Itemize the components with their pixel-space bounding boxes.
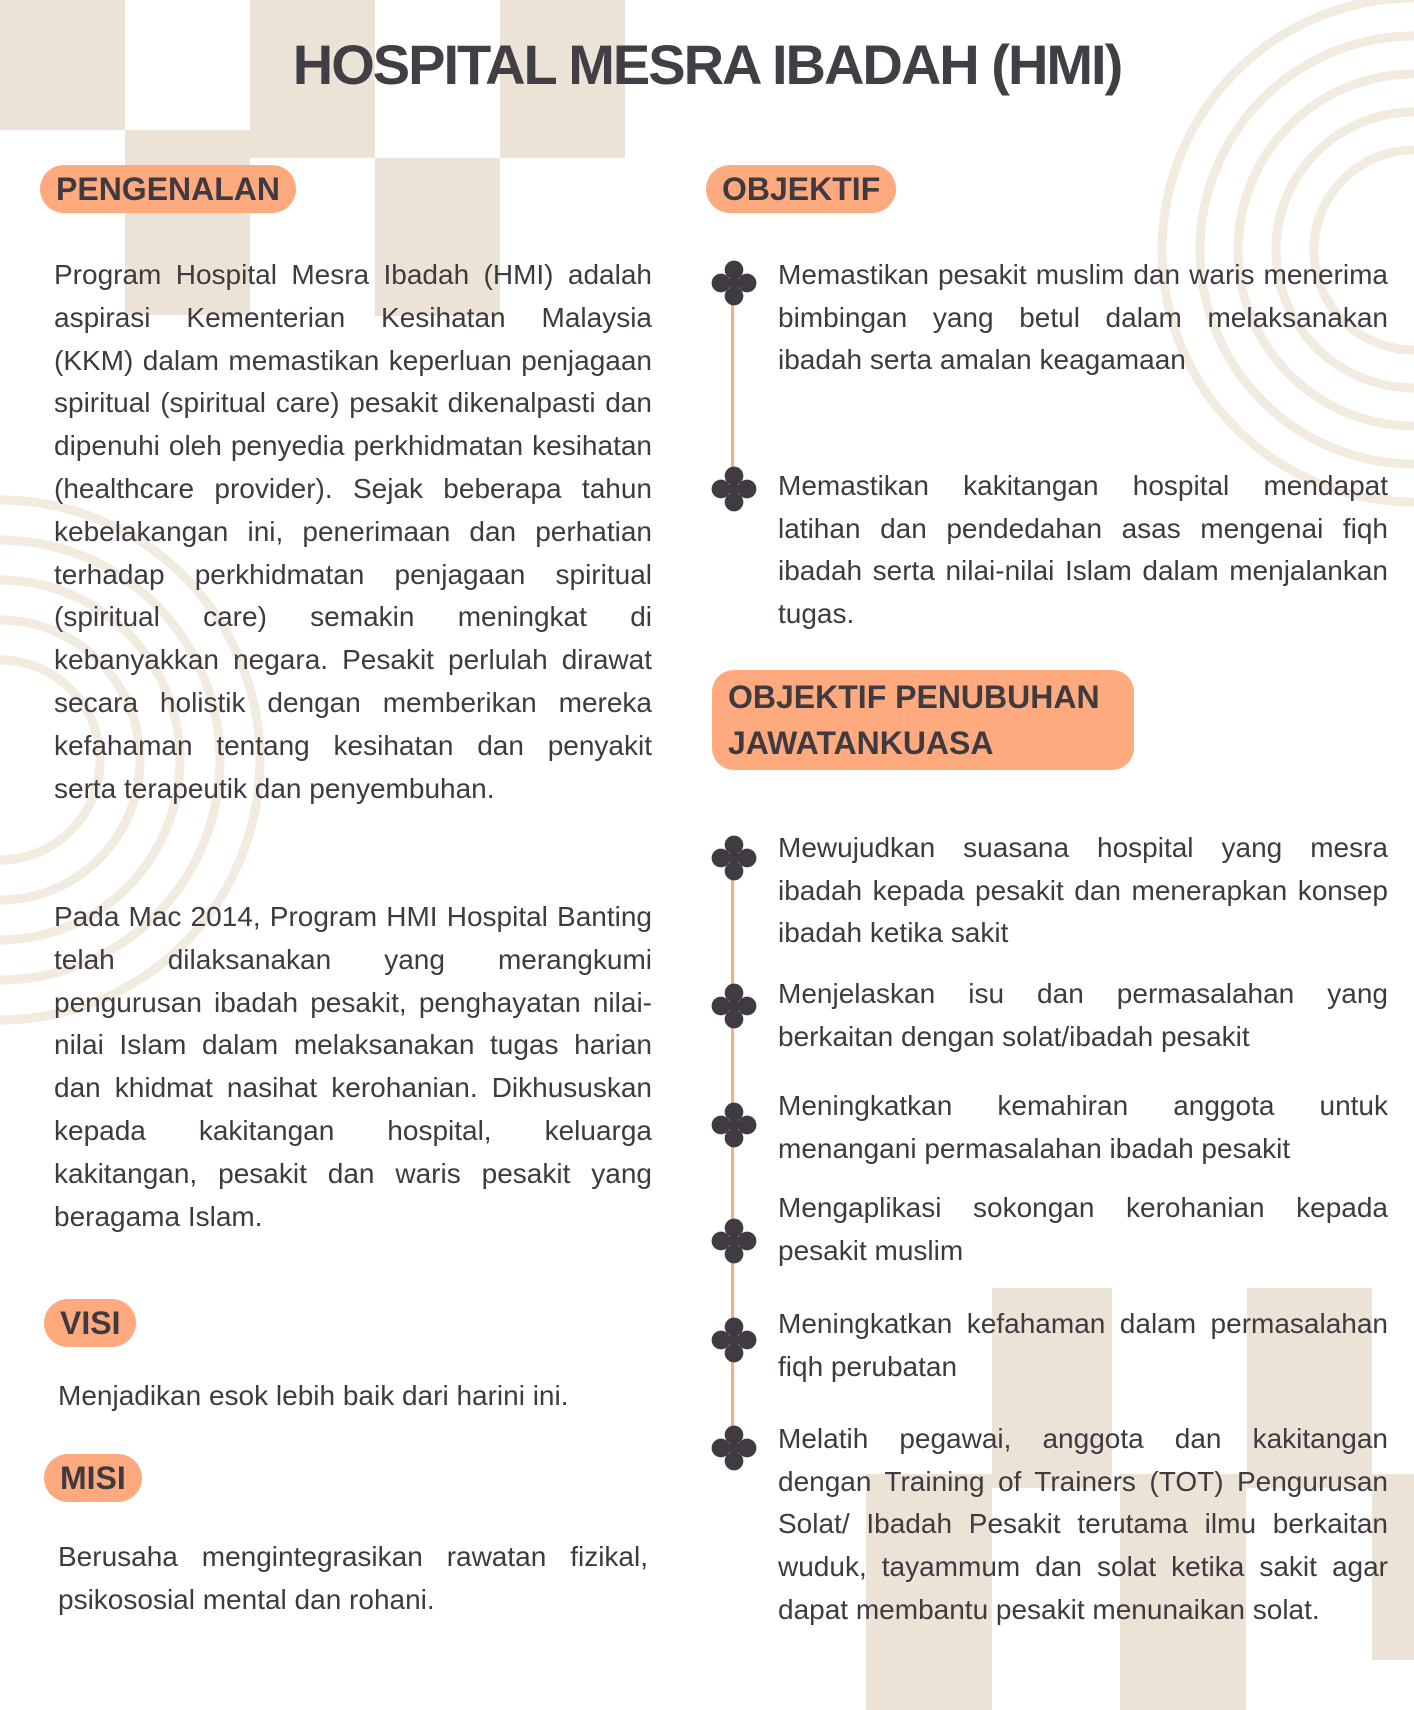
objektif-timeline-line [731, 303, 734, 483]
jawatankuasa-heading-line-2: JAWATANKUASA [728, 725, 994, 761]
page-title: HOSPITAL MESRA IBADAH (HMI) [292, 33, 1122, 96]
jawatankuasa-item-2: Menjelaskan isu dan permasalahan yang berkaitan dengan solat/ibadah pesakit [778, 978, 1388, 1052]
clover-bullet-icon [706, 1213, 762, 1269]
jawatankuasa-item-6: Melatih pegawai, anggota dan kakitangan dengan Training of Trainers (TOT) Pengurusan Solat/ Ibadah Pesakit terutama ilmu berkaitan wuduk, tayammum dan solat ketika sakit agar dapat membantu pesakit menunaikan solat. [778, 1423, 1388, 1625]
pengenalan-heading: PENGENALAN [40, 165, 296, 213]
visi-heading: VISI [44, 1299, 136, 1347]
clover-bullet-icon [706, 978, 762, 1034]
pengenalan-paragraph-1: Program Hospital Mesra Ibadah (HMI) adalah aspirasi Kementerian Kesihatan Malaysia (KKM) dalam memastikan keperluan penjagaan spiritual (spiritual care) pesakit dikenalpasti dan dipenuhi oleh penyedia perkhidmatan kesihatan (healthcare provider). Sejak beberapa tahun kebelakangan ini, penerimaan dan perhatian terhadap perkhidmatan penjagaan spiritual (spiritual care) semakin meningkat di kebanyakkan negara. Pesakit perlulah dirawat secara holistik dengan memberikan mereka kefahaman tentang kesihatan dan penyakit serta terapeutik dan penyembuhan. [54, 259, 652, 804]
misi-text: Berusaha mengintegrasikan rawatan fizikal, psikososial mental dan rohani. [58, 1541, 648, 1615]
jawatankuasa-item-5: Meningkatkan kefahaman dalam permasalahan fiqh perubatan [778, 1308, 1388, 1382]
jawatankuasa-timeline-line [731, 860, 734, 1460]
objektif-heading: OBJEKTIF [706, 165, 896, 213]
objektif-item-1: Memastikan pesakit muslim dan waris menerima bimbingan yang betul dalam melaksanakan ibadah serta amalan keagamaan [778, 259, 1388, 376]
jawatankuasa-heading [712, 670, 1134, 770]
jawatankuasa-item-3: Meningkatkan kemahiran anggota untuk menangani permasalahan ibadah pesakit [778, 1090, 1388, 1164]
pengenalan-paragraph-2: Pada Mac 2014, Program HMI Hospital Banting telah dilaksanakan yang merangkumi pengurusan ibadah pesakit, penghayatan nilai-nilai Islam dalam melaksanakan tugas harian dan khidmat nasihat kerohanian. Dikhususkan kepada kakitangan hospital, keluarga kakitangan, pesakit dan waris pesakit yang beragama Islam. [54, 901, 652, 1232]
jawatankuasa-item-1: Mewujudkan suasana hospital yang mesra ibadah kepada pesakit dan menerapkan konsep ibadah ketika sakit [778, 832, 1388, 949]
clover-bullet-icon [706, 461, 762, 517]
objektif-item-2: Memastikan kakitangan hospital mendapat latihan dan pendedahan asas mengenai fiqh ibadah serta nilai-nilai Islam dalam menjalankan tugas. [778, 470, 1388, 630]
clover-bullet-icon [706, 255, 762, 311]
clover-bullet-icon [706, 1097, 762, 1153]
clover-bullet-icon [706, 1312, 762, 1368]
jawatankuasa-heading-line-1: OBJEKTIF PENUBUHAN [728, 679, 1100, 715]
clover-bullet-icon [706, 1420, 762, 1476]
misi-heading: MISI [44, 1454, 142, 1502]
jawatankuasa-item-4: Mengaplikasi sokongan kerohanian kepada pesakit muslim [778, 1192, 1388, 1266]
visi-text: Menjadikan esok lebih baik dari harini ini. [58, 1380, 569, 1411]
clover-bullet-icon [706, 830, 762, 886]
